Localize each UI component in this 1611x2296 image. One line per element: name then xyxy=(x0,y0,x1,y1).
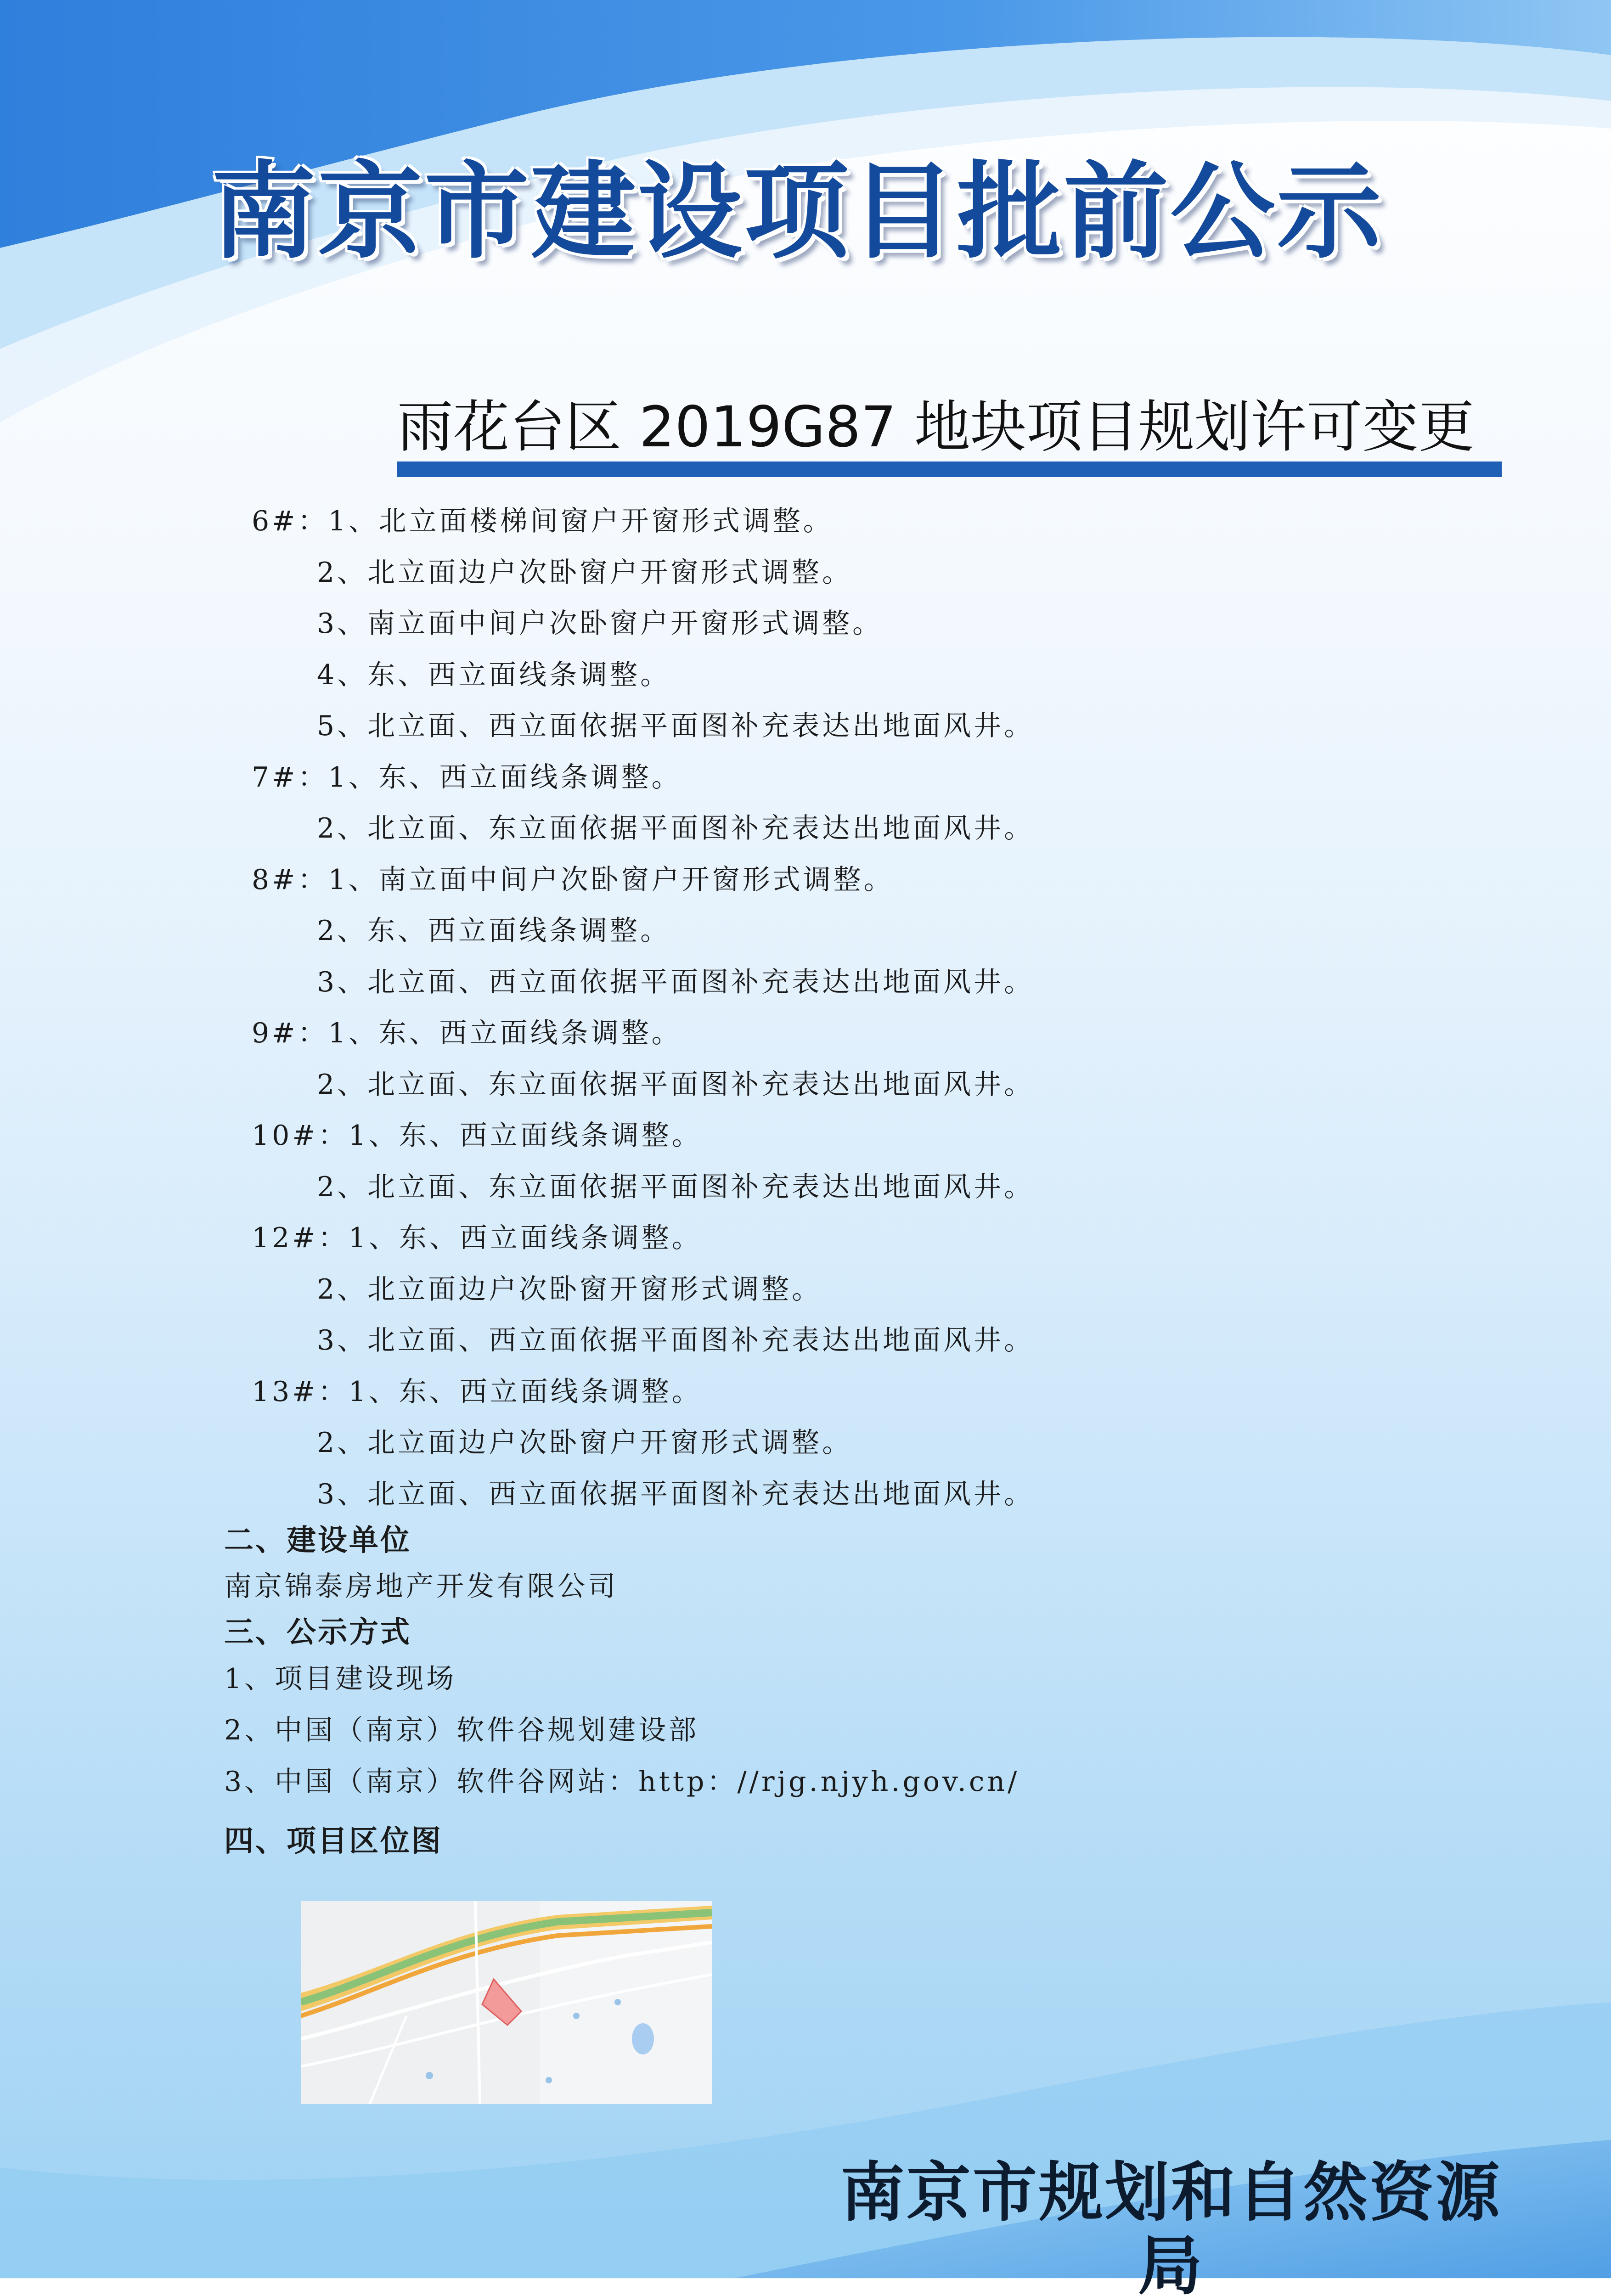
change-item: 2、北立面、东立面依据平面图补充表达出地面风井。 xyxy=(317,1171,1035,1203)
agency-signature xyxy=(813,2156,1529,2296)
list-item: 1、项目建设现场 xyxy=(224,1663,457,1695)
change-item: 3、北立面、西立面依据平面图补充表达出地面风井。 xyxy=(317,1324,1035,1356)
subtitle-underline xyxy=(397,461,1502,477)
section-heading: 二、建设单位 xyxy=(224,1524,411,1558)
change-item: 2、北立面、东立面依据平面图补充表达出地面风井。 xyxy=(317,1068,1035,1101)
publicity-method-list xyxy=(224,1653,1020,1807)
change-item: 2、东、西立面线条调整。 xyxy=(317,915,671,947)
list-item: 3、中国（南京）软件谷网站：http：//rjg.njyh.gov.cn/ xyxy=(224,1766,1020,1798)
change-item: 3、北立面、西立面依据平面图补充表达出地面风井。 xyxy=(317,966,1035,998)
change-item: 10#：1、东、西立面线条调整。 xyxy=(252,1120,702,1152)
change-item: 12#：1、东、西立面线条调整。 xyxy=(252,1222,702,1254)
list-item: 2、中国（南京）软件谷规划建设部 xyxy=(224,1714,699,1746)
project-subtitle: 雨花台区 2019G87 地块项目规划许可变更 xyxy=(397,394,1475,460)
change-item: 9#：1、东、西立面线条调整。 xyxy=(252,1017,682,1049)
location-map-heading-wrap xyxy=(224,1818,1418,1864)
change-item: 2、北立面边户次卧窗开窗形式调整。 xyxy=(317,1273,822,1306)
change-item: 2、北立面、东立面依据平面图补充表达出地面风井。 xyxy=(317,812,1035,844)
change-item: 2、北立面边户次卧窗户开窗形式调整。 xyxy=(317,556,853,589)
change-item: 2、北立面边户次卧窗户开窗形式调整。 xyxy=(317,1427,853,1459)
change-item: 8#：1、南立面中间户次卧窗户开窗形式调整。 xyxy=(252,863,894,896)
change-item: 5、北立面、西立面依据平面图补充表达出地面风井。 xyxy=(317,710,1035,742)
construction-unit-section xyxy=(224,1518,1418,1609)
page-title: 南京市建设项目批前公示 xyxy=(211,150,1383,273)
change-item: 6#：1、北立面楼梯间窗户开窗形式调整。 xyxy=(252,505,834,537)
change-item: 3、南立面中间户次卧窗户开窗形式调整。 xyxy=(317,608,883,640)
change-item: 4、东、西立面线条调整。 xyxy=(317,658,671,691)
change-list xyxy=(252,496,1354,1520)
publicity-method-heading-wrap xyxy=(224,1609,1418,1655)
section-heading: 三、公示方式 xyxy=(224,1615,411,1649)
change-item: 13#：1、东、西立面线条调整。 xyxy=(252,1375,702,1408)
change-item: 7#：1、东、西立面线条调整。 xyxy=(252,761,682,793)
agency-name-zh: 南京市规划和自然资源局 xyxy=(840,2155,1502,2296)
location-map xyxy=(301,1901,712,2104)
construction-unit-name: 南京锦泰房地产开发有限公司 xyxy=(224,1570,618,1603)
change-item: 3、北立面、西立面依据平面图补充表达出地面风井。 xyxy=(317,1478,1035,1510)
section-heading: 四、项目区位图 xyxy=(224,1824,443,1858)
